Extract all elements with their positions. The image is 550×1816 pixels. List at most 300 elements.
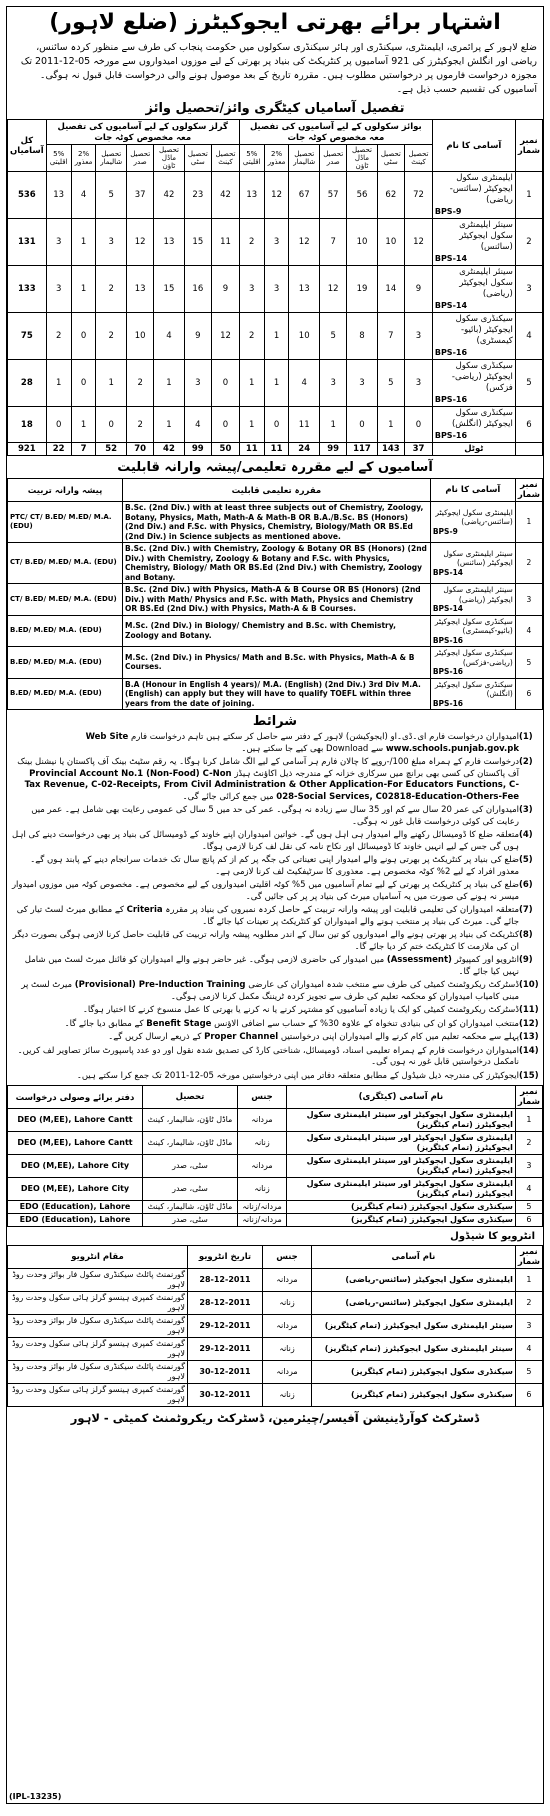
row-post xyxy=(432,360,515,407)
interview-row xyxy=(8,1269,543,1292)
post-name: سیکنڈری سکول ایجوکیٹر (ریاضی-فزکس) xyxy=(434,648,513,667)
vacancy-total-row xyxy=(8,443,543,456)
post-name: سیکنڈری سکول ایجوکیٹر (بائیو-کیمسٹری) xyxy=(434,616,513,635)
q-professional: B.ED/ M.ED/ M.A. (EDU) xyxy=(8,647,123,679)
i-post: سیکنڈری سکول ایجوکیٹرز (تمام کیٹگریز) xyxy=(312,1361,516,1384)
condition-english: (Provisional) Pre-Induction Training xyxy=(74,980,246,990)
row-post xyxy=(432,266,515,313)
girls-value: 3 xyxy=(184,360,212,407)
c-gender: مردانہ xyxy=(238,1109,287,1132)
girls-total: 7 xyxy=(71,443,96,456)
q-qualification: B.Sc. (2nd Div.) with Chemistry, Zoology & Botany OR BS (Honors) (2nd Div.) with Chemistry, Zoology & Botany and F.Sc. with Physics, Chemistry, Biology/ Math OR BS.Ed (2nd Div.) with Chemistry, Zoology and Botany. xyxy=(123,543,431,584)
girls-value: 2 xyxy=(96,313,126,360)
condition-item xyxy=(11,830,539,853)
boys-subheader: تحصیل ماڈل ٹاؤن xyxy=(347,145,377,172)
c-col-serial: نمبر شمار xyxy=(515,1086,542,1109)
row-total: 28 xyxy=(8,360,47,407)
condition-item xyxy=(11,855,539,878)
i-date: 28-12-2011 xyxy=(188,1292,263,1315)
i-serial: 4 xyxy=(515,1338,542,1361)
condition-text xyxy=(11,1032,519,1044)
girls-subheader: تحصیل شالیمار xyxy=(96,145,126,172)
i-gender: زنانہ xyxy=(263,1338,312,1361)
collection-row xyxy=(8,1201,543,1214)
c-serial: 4 xyxy=(515,1178,542,1201)
girls-value: 4 xyxy=(184,407,212,443)
condition-number: (10) xyxy=(519,980,539,990)
condition-item xyxy=(11,955,539,978)
boys-value: 56 xyxy=(347,172,377,219)
post-name: سیکنڈری سکول ایجوکیٹر (انگلش) xyxy=(451,408,513,429)
c-office: EDO (Education), Lahore xyxy=(8,1201,143,1214)
condition-text xyxy=(11,1046,519,1069)
girls-subheader: تحصیل ماڈل ٹاؤن xyxy=(154,145,184,172)
i-col-serial: نمبر شمار xyxy=(515,1246,542,1269)
boys-total: 143 xyxy=(377,443,405,456)
boys-value: 67 xyxy=(289,172,319,219)
boys-total: 11 xyxy=(239,443,264,456)
girls-value: 3 xyxy=(96,219,126,266)
condition-number: (12) xyxy=(519,1018,539,1029)
q-col-post: آسامی کا نام xyxy=(430,479,515,502)
boys-value: 1 xyxy=(264,360,289,407)
boys-subheader: تحصیل شالیمار xyxy=(289,145,319,172)
boys-value: 3 xyxy=(405,360,433,407)
girls-value: 1 xyxy=(46,360,71,407)
girls-total: 42 xyxy=(154,443,184,456)
page-title: اشتہار برائے بھرتی ایجوکیٹرز (ضلع لاہور) xyxy=(49,10,501,35)
vacancy-row xyxy=(8,266,543,313)
boys-value: 1 xyxy=(319,407,346,443)
i-venue: گورنمنٹ پائلٹ سیکنڈری سکول فار بوائز وحدت روڈ لاہور xyxy=(8,1361,188,1384)
girls-value: 11 xyxy=(212,219,240,266)
boys-value: 8 xyxy=(347,313,377,360)
post-name: سیکنڈری سکول ایجوکیٹر (ریاضی-فزکس) xyxy=(451,361,513,393)
i-gender: زنانہ xyxy=(263,1384,312,1407)
boys-value: 10 xyxy=(377,219,405,266)
c-gender: مردانہ/زنانہ xyxy=(238,1201,287,1214)
row-post xyxy=(432,172,515,219)
girls-value: 15 xyxy=(184,219,212,266)
condition-urdu-cont: میں جمع کرائی جائے گی۔ xyxy=(182,791,274,802)
vacancy-row xyxy=(8,313,543,360)
i-serial: 2 xyxy=(515,1292,542,1315)
condition-item xyxy=(11,732,539,755)
condition-english: Criteria xyxy=(126,905,163,915)
condition-urdu-cont: میں امیدوار کی حاضری لازمی ہوگی۔ غیر حاضر ہونے والے امیدواران کو فائنل میرٹ لسٹ میں شامل نہیں کیا جائے گا۔ xyxy=(24,955,519,977)
boys-value: 19 xyxy=(347,266,377,313)
condition-number: (11) xyxy=(519,1005,539,1015)
condition-number: (6) xyxy=(519,880,533,890)
condition-number: (14) xyxy=(519,1045,539,1056)
c-tehsil: سٹی، صدر xyxy=(143,1178,238,1201)
boys-value: 14 xyxy=(377,266,405,313)
post-name: ایلیمنٹری سکول ایجوکیٹر (سائنس-ریاضی) xyxy=(435,507,513,527)
q-serial: 4 xyxy=(515,615,542,647)
boys-value: 5 xyxy=(319,313,346,360)
girls-value: 1 xyxy=(71,219,96,266)
girls-value: 16 xyxy=(184,266,212,313)
c-gender: زنانہ xyxy=(238,1178,287,1201)
col-girls-group: گرلز سکولوں کے لیے آسامیوں کی تفصیل معہ مخصوص کوٹہ جات xyxy=(46,120,239,145)
condition-number: (2) xyxy=(519,757,533,767)
boys-total: 24 xyxy=(289,443,319,456)
condition-urdu-cont: کے مطابق میرٹ لسٹ تیار کی جائے گی۔ میرٹ کی بنیاد پر منتخب ہونے والے امیدواران کو کنٹریکٹ پر تعینات کیا جائے گا۔ xyxy=(16,905,519,927)
girls-value: 37 xyxy=(126,172,153,219)
interview-row xyxy=(8,1315,543,1338)
condition-text xyxy=(11,955,519,978)
post-bps: BPS-16 xyxy=(432,635,464,645)
condition-item xyxy=(11,1005,539,1017)
condition-urdu: درخواست فارم کے ہمراہ مبلغ 100/-روپے کا چالان فارم ہر آسامی کے لیے الگ شامل کرنا ہوگا۔ یہ رقم سٹیٹ بینک آف پاکستان یا نیشنل بینک آف پاکستان کی کسی بھی برانچ میں سرکاری خزانہ کے مندرجہ ذیل اکاؤنٹ ہیڈز xyxy=(17,757,519,779)
c-tehsil: ماڈل ٹاؤن، شالیمار، کینٹ xyxy=(143,1109,238,1132)
boys-value: 9 xyxy=(405,266,433,313)
boys-value: 2 xyxy=(239,219,264,266)
i-gender: مردانہ xyxy=(263,1315,312,1338)
interview-row xyxy=(8,1384,543,1407)
condition-item xyxy=(11,930,539,953)
boys-value: 12 xyxy=(319,266,346,313)
c-tehsil: سٹی، صدر xyxy=(143,1155,238,1178)
i-gender: مردانہ xyxy=(263,1361,312,1384)
c-gender: مردانہ/زنانہ xyxy=(238,1214,287,1227)
boys-value: 62 xyxy=(377,172,405,219)
c-tehsil: ماڈل ٹاؤن، شالیمار، کینٹ xyxy=(143,1132,238,1155)
boys-value: 0 xyxy=(347,407,377,443)
boys-value: 5 xyxy=(377,360,405,407)
post-bps: BPS-14 xyxy=(432,604,464,613)
boys-value: 3 xyxy=(264,219,289,266)
condition-item xyxy=(11,1071,539,1083)
q-professional: CT/ B.ED/ M.ED/ M.A. (EDU) xyxy=(8,584,123,616)
condition-text xyxy=(11,1019,519,1031)
girls-value: 5 xyxy=(96,172,126,219)
boys-value: 10 xyxy=(347,219,377,266)
interview-row xyxy=(8,1292,543,1315)
girls-value: 0 xyxy=(46,407,71,443)
row-post xyxy=(432,219,515,266)
condition-text xyxy=(11,830,519,853)
post-bps: BPS-14 xyxy=(434,254,468,263)
condition-text xyxy=(11,757,519,803)
grand-total: 921 xyxy=(8,443,47,456)
vacancy-row xyxy=(8,407,543,443)
i-serial: 1 xyxy=(515,1269,542,1292)
condition-item xyxy=(11,905,539,928)
row-post xyxy=(432,407,515,443)
row-total: 131 xyxy=(8,219,47,266)
q-post xyxy=(430,543,515,584)
boys-subheader: تحصیل سٹی xyxy=(377,145,405,172)
condition-urdu: کنٹریکٹ کی بنیاد پر بھرتی ہونے والے امیدواروں کو تین سال کے اندر مطلوبہ پیشہ وارانہ تربیت کی قابلیت حاصل کرنا لازمی ہوگی بصورت دیگر ان کی ملازمت کا کنٹریکٹ ختم کر دیا جائے گا۔ xyxy=(12,930,519,952)
condition-english: Proper Channel xyxy=(204,1032,279,1042)
boys-value: 72 xyxy=(405,172,433,219)
q-post xyxy=(430,615,515,647)
col-post: آسامی کا نام xyxy=(432,120,515,172)
condition-number: (5) xyxy=(519,855,533,865)
condition-urdu: پہلے سے محکمہ تعلیم میں کام کرنے والے امیدواران اپنی درخواستیں xyxy=(280,1032,519,1042)
row-total: 75 xyxy=(8,313,47,360)
qualification-row xyxy=(8,678,543,710)
collection-row xyxy=(8,1132,543,1155)
condition-number: (9) xyxy=(519,955,533,965)
i-post: سینئر ایلیمنٹری سکول ایجوکیٹرز (تمام کیٹگریز) xyxy=(312,1338,516,1361)
post-name: ایلیمنٹری سکول ایجوکیٹر (سائنس-ریاضی) xyxy=(449,173,513,205)
advertisement-page xyxy=(6,6,544,1804)
boys-value: 13 xyxy=(239,172,264,219)
post-bps: BPS-14 xyxy=(434,301,468,310)
boys-value: 3 xyxy=(347,360,377,407)
condition-text xyxy=(11,805,519,828)
boys-value: 11 xyxy=(289,407,319,443)
condition-urdu: متعلقہ امیدواران کی تعلیمی قابلیت اور پیشہ وارانہ تربیت کے حاصل کردہ نمبروں کی بنیاد پر مقررہ xyxy=(165,905,519,915)
col-serial: نمبر شمار xyxy=(515,120,542,172)
interview-title: انٹرویو کا شیڈول xyxy=(450,1231,535,1242)
condition-item xyxy=(11,757,539,803)
boys-subheader: 2% معذور xyxy=(264,145,289,172)
condition-urdu: امیدواران کی عمر 20 سال سے کم اور 35 سال سے زیادہ نہ ہوگی۔ عمر کی حد میں 5 سال کی عمومی رعایت بھی شامل ہے۔ عمر میں رعایت کی کوئی درخواست قابل غور نہ ہوگی۔ xyxy=(31,805,519,827)
total-spacer xyxy=(515,443,542,456)
condition-text xyxy=(11,732,519,755)
interview-table xyxy=(7,1245,543,1407)
c-col-office: دفتر برائے وصولی درخواست xyxy=(8,1086,143,1109)
condition-urdu: منتخب امیدواران کو ان کی بنیادی تنخواہ کے علاوہ 30% کے حساب سے اضافی الاؤنس xyxy=(214,1018,519,1029)
girls-value: 42 xyxy=(212,172,240,219)
i-post: سیکنڈری سکول ایجوکیٹرز (تمام کیٹگریز) xyxy=(312,1384,516,1407)
boys-value: 0 xyxy=(264,407,289,443)
girls-value: 3 xyxy=(46,266,71,313)
girls-value: 1 xyxy=(154,407,184,443)
row-total: 536 xyxy=(8,172,47,219)
girls-subheader: 5% اقلیتی xyxy=(46,145,71,172)
condition-text xyxy=(11,1005,519,1017)
c-post: سیکنڈری سکول ایجوکیٹرز (تمام کیٹگریز) xyxy=(287,1214,516,1227)
q-serial: 2 xyxy=(515,543,542,584)
c-office: EDO (Education), Lahore xyxy=(8,1214,143,1227)
row-serial: 4 xyxy=(515,313,542,360)
girls-value: 9 xyxy=(184,313,212,360)
col-boys-group: بوائز سکولوں کے لیے آسامیوں کی تفصیل معہ مخصوص کوٹہ جات xyxy=(239,120,432,145)
i-serial: 6 xyxy=(515,1384,542,1407)
condition-urdu: ضلع کی بنیاد پر کنٹریکٹ پر بھرتی ہونے والے امیدوار اپنی تعیناتی کی جگہ پر کم از کم پانچ سال تک خدمات سرانجام دینے کے پابند ہوں گے۔ معذور افراد کے لیے 2% کوٹہ مخصوص ہے۔ معذوری کا سرٹیفکیٹ لف کرنا لازمی ہے۔ xyxy=(30,855,519,877)
girls-value: 0 xyxy=(212,407,240,443)
boys-subheader: 5% اقلیتی xyxy=(239,145,264,172)
i-serial: 3 xyxy=(515,1315,542,1338)
c-gender: زنانہ xyxy=(238,1132,287,1155)
row-serial: 2 xyxy=(515,219,542,266)
i-gender: مردانہ xyxy=(263,1269,312,1292)
c-col-tehsil: تحصیل xyxy=(143,1086,238,1109)
i-col-venue: مقام انٹرویو xyxy=(8,1246,188,1269)
qualification-row xyxy=(8,615,543,647)
c-serial: 1 xyxy=(515,1109,542,1132)
i-venue: گورنمنٹ کمپری ہینسو گرلز ہائی سکول وحدت روڈ لاہور xyxy=(8,1338,188,1361)
girls-value: 9 xyxy=(212,266,240,313)
post-name: سینئر ایلیمنٹری سکول ایجوکیٹر (سائنس) xyxy=(443,548,513,568)
row-serial: 6 xyxy=(515,407,542,443)
c-serial: 3 xyxy=(515,1155,542,1178)
q-col-professional: پیشہ وارانہ تربیت xyxy=(8,479,123,502)
q-post xyxy=(430,502,515,543)
condition-urdu: امیدواران درخواست فارم کے ہمراہ تعلیمی اسناد، ڈومیسائل، شناختی کارڈ کی تصدیق شدہ نقول اور دو عدد پاسپورٹ سائز تصاویر لف کریں۔ نامکمل درخواستیں قابل غور نہ ہوں گی۔ xyxy=(17,1045,519,1067)
girls-subheader: تحصیل سٹی xyxy=(184,145,212,172)
boys-value: 7 xyxy=(319,219,346,266)
qualification-row xyxy=(8,543,543,584)
condition-urdu: ڈسٹرکٹ ریکروٹمنٹ کمیٹی کی طرف سے منتخب شدہ امیدواران کی عارضی xyxy=(248,980,519,990)
boys-value: 12 xyxy=(289,219,319,266)
c-post: ایلیمنٹری سکول ایجوکیٹر اور سینئر ایلیمنٹری سکول ایجوکیٹرز (تمام کیٹگریز) xyxy=(287,1178,516,1201)
condition-item xyxy=(11,805,539,828)
collection-row xyxy=(8,1214,543,1227)
girls-value: 0 xyxy=(96,407,126,443)
q-serial: 3 xyxy=(515,584,542,616)
girls-value: 10 xyxy=(126,313,153,360)
collection-row xyxy=(8,1155,543,1178)
q-col-qualification: مقررہ تعلیمی قابلیت xyxy=(123,479,431,502)
boys-value: 3 xyxy=(264,266,289,313)
girls-value: 0 xyxy=(212,360,240,407)
q-professional: B.ED/ M.ED/ M.A. (EDU) xyxy=(8,615,123,647)
q-serial: 5 xyxy=(515,647,542,679)
c-post: ایلیمنٹری سکول ایجوکیٹر اور سینئر ایلیمنٹری سکول ایجوکیٹرز (تمام کیٹگریز) xyxy=(287,1132,516,1155)
condition-urdu: انٹرویو اور کمپیوٹر xyxy=(454,955,519,965)
c-serial: 5 xyxy=(515,1201,542,1214)
post-bps: BPS-16 xyxy=(434,348,468,357)
girls-value: 23 xyxy=(184,172,212,219)
girls-value: 12 xyxy=(212,313,240,360)
girls-value: 2 xyxy=(126,407,153,443)
i-col-gender: جنس xyxy=(263,1246,312,1269)
i-col-date: تاریخ انٹرویو xyxy=(188,1246,263,1269)
girls-value: 1 xyxy=(71,407,96,443)
girls-subheader: تحصیل کینٹ xyxy=(212,145,240,172)
boys-value: 1 xyxy=(239,407,264,443)
i-date: 29-12-2011 xyxy=(188,1315,263,1338)
row-total: 18 xyxy=(8,407,47,443)
girls-value: 12 xyxy=(126,219,153,266)
boys-total: 99 xyxy=(319,443,346,456)
interview-row xyxy=(8,1361,543,1384)
condition-urdu: ایجوکیٹرز کی مندرجہ ذیل شیڈول کے مطابق متعلقہ دفاتر میں اپنی درخواستیں مورخہ 05-12-2011 تک جمع کرا سکتے ہیں۔ xyxy=(76,1070,519,1081)
condition-text xyxy=(11,930,519,953)
condition-english: Benefit Stage xyxy=(146,1018,212,1029)
girls-value: 42 xyxy=(154,172,184,219)
girls-value: 2 xyxy=(126,360,153,407)
boys-subheader: تحصیل کینٹ xyxy=(405,145,433,172)
c-office: DEO (M,EE), Lahore City xyxy=(8,1178,143,1201)
boys-value: 7 xyxy=(377,313,405,360)
row-serial: 1 xyxy=(515,172,542,219)
post-name: سینئر ایلیمنٹری سکول ایجوکیٹر (سائنس) xyxy=(459,220,513,252)
post-bps: BPS-9 xyxy=(434,207,462,216)
girls-value: 2 xyxy=(46,313,71,360)
boys-value: 13 xyxy=(289,266,319,313)
conditions-list xyxy=(7,732,543,1082)
footer-signature: ڈسٹرکٹ کوآرڈینیشن آفیسر/چیئرمین، ڈسٹرکٹ ریکروٹمنٹ کمیٹی - لاہور xyxy=(70,1411,480,1425)
interview-row xyxy=(8,1338,543,1361)
qualification-table xyxy=(7,478,543,710)
condition-number: (8) xyxy=(519,930,533,940)
i-gender: زنانہ xyxy=(263,1292,312,1315)
i-date: 29-12-2011 xyxy=(188,1338,263,1361)
q-qualification: M.Sc. (2nd Div.) in Biology/ Chemistry and B.Sc. with Chemistry, Zoology and Botany. xyxy=(123,615,431,647)
q-qualification: B.A (Honour in English 4 years)/ M.A. (English) (2nd Div.) 3rd Div M.A. (English) can apply but they will have to qualify TOEFL within three years from the date of joining. xyxy=(123,678,431,710)
row-post xyxy=(432,313,515,360)
i-date: 30-12-2011 xyxy=(188,1361,263,1384)
c-serial: 6 xyxy=(515,1214,542,1227)
vacancy-table xyxy=(7,119,543,456)
row-serial: 3 xyxy=(515,266,542,313)
conditions-title: شرائط xyxy=(252,714,298,729)
qualification-row xyxy=(8,584,543,616)
c-post: ایلیمنٹری سکول ایجوکیٹر اور سینئر ایلیمنٹری سکول ایجوکیٹرز (تمام کیٹگریز) xyxy=(287,1155,516,1178)
condition-english: Web Site www.schools.punjab.gov.pk xyxy=(85,732,519,754)
condition-urdu: ضلع کی بنیاد پر کنٹریکٹ پر بھرتی کے لیے تمام آسامیوں میں 5% کوٹہ اقلیتی امیدواروں کے لیے مخصوص ہے۔ مخصوص کوٹہ میں موزوں امیدوار میسر نہ ہونے کی صورت میں یہ آسامیاں میرٹ کی بنیاد پر پر کی جائیں گی۔ xyxy=(11,880,519,902)
girls-value: 13 xyxy=(126,266,153,313)
condition-text xyxy=(11,905,519,928)
c-tehsil: ماڈل ٹاؤن، شالیمار، کینٹ xyxy=(143,1201,238,1214)
post-bps: BPS-16 xyxy=(432,667,464,676)
condition-text xyxy=(11,855,519,878)
vacancy-row xyxy=(8,360,543,407)
c-tehsil: سٹی، صدر xyxy=(143,1214,238,1227)
q-col-serial: نمبر شمار xyxy=(515,479,542,502)
q-professional: CT/ B.ED/ M.ED/ M.A. (EDU) xyxy=(8,543,123,584)
condition-text xyxy=(11,980,519,1003)
c-col-post: نام آسامی (کیٹگری) xyxy=(287,1086,516,1109)
condition-urdu: ڈسٹرکٹ ریکروٹمنٹ کمیٹی کو ایک یا زیادہ آسامیوں کو مشتہر کرنے یا نہ کرنے یا بھرتی کا عمل منسوخ کرنے کا اختیار ہوگا۔ xyxy=(82,1005,519,1015)
boys-value: 2 xyxy=(239,313,264,360)
post-bps: BPS-9 xyxy=(432,526,458,536)
boys-value: 10 xyxy=(289,313,319,360)
i-venue: گورنمنٹ پائلٹ سیکنڈری سکول فار بوائز وحدت روڈ لاہور xyxy=(8,1269,188,1292)
collection-table xyxy=(7,1085,543,1227)
col-total: کل آسامیاں xyxy=(8,120,47,172)
intro-paragraph: ضلع لاہور کے پرائمری، ایلیمنٹری، سیکنڈری اور ہائر سیکنڈری سکولوں میں حکومت پنجاب کی طرف سے منظور کردہ سائنس، ریاضی اور انگلش ایجوکیٹرز کی 921 آسامیوں پر کنٹریکٹ کی بنیاد پر بھرتی کے لیے موزوں امیدواروں سے مورخہ 05-12-2011 تک مجوزہ درخواست فارموں پر درخواستیں مطلوب ہیں۔ مقررہ تاریخ کے بعد موصول ہونے والی درخواست قابل قبول نہ ہوگی۔ آسامیوں کی تقسیم حسب ذیل ہے۔ xyxy=(20,42,537,95)
girls-total: 50 xyxy=(212,443,240,456)
girls-value: 0 xyxy=(71,360,96,407)
girls-total: 99 xyxy=(184,443,212,456)
post-name: سیکنڈری سکول ایجوکیٹر (بائیو-کیمسٹری) xyxy=(455,314,513,346)
girls-subheader: تحصیل صدر xyxy=(126,145,153,172)
boys-subheader: تحصیل صدر xyxy=(319,145,346,172)
c-col-gender: جنس xyxy=(238,1086,287,1109)
i-venue: گورنمنٹ کمپری ہینسو گرلز ہائی سکول وحدت روڈ لاہور xyxy=(8,1384,188,1407)
girls-value: 3 xyxy=(46,219,71,266)
q-professional: PTC/ CT/ B.ED/ M.ED/ M.A. (EDU) xyxy=(8,502,123,543)
c-gender: مردانہ xyxy=(238,1155,287,1178)
condition-item xyxy=(11,1032,539,1044)
q-post xyxy=(430,647,515,679)
girls-value: 1 xyxy=(96,360,126,407)
boys-value: 12 xyxy=(405,219,433,266)
condition-number: (1) xyxy=(519,732,533,742)
condition-urdu: امیدواران درخواست فارم ای۔ڈی۔او (ایجوکیشن) لاہور کے دفتر سے حاصل کر سکتے ہیں تاہم درخواست فارم xyxy=(131,732,519,742)
i-date: 30-12-2011 xyxy=(188,1384,263,1407)
condition-text xyxy=(11,880,519,903)
q-qualification: M.Sc. (2nd Div.) in Physics/ Math and B.Sc. with Physics, Math-A & B Courses. xyxy=(123,647,431,679)
girls-value: 13 xyxy=(46,172,71,219)
c-serial: 2 xyxy=(515,1132,542,1155)
boys-value: 1 xyxy=(264,313,289,360)
condition-english: Provincial Account No.1 (Non-Food) C-Non Tax Revenue, C-02-Receipts, From Civil Administration & Other Application-For Educators Functions, C-028-Social Services, C02818-Education-Others-Fee xyxy=(24,768,519,802)
post-name: سینئر ایلیمنٹری سکول ایجوکیٹر (ریاضی) xyxy=(443,585,513,604)
condition-number: (13) xyxy=(519,1032,539,1042)
total-label: ٹوٹل xyxy=(432,443,515,456)
post-bps: BPS-14 xyxy=(432,567,464,577)
post-name: سیکنڈری سکول ایجوکیٹر (انگلش) xyxy=(434,679,513,698)
condition-number: (7) xyxy=(519,905,533,915)
